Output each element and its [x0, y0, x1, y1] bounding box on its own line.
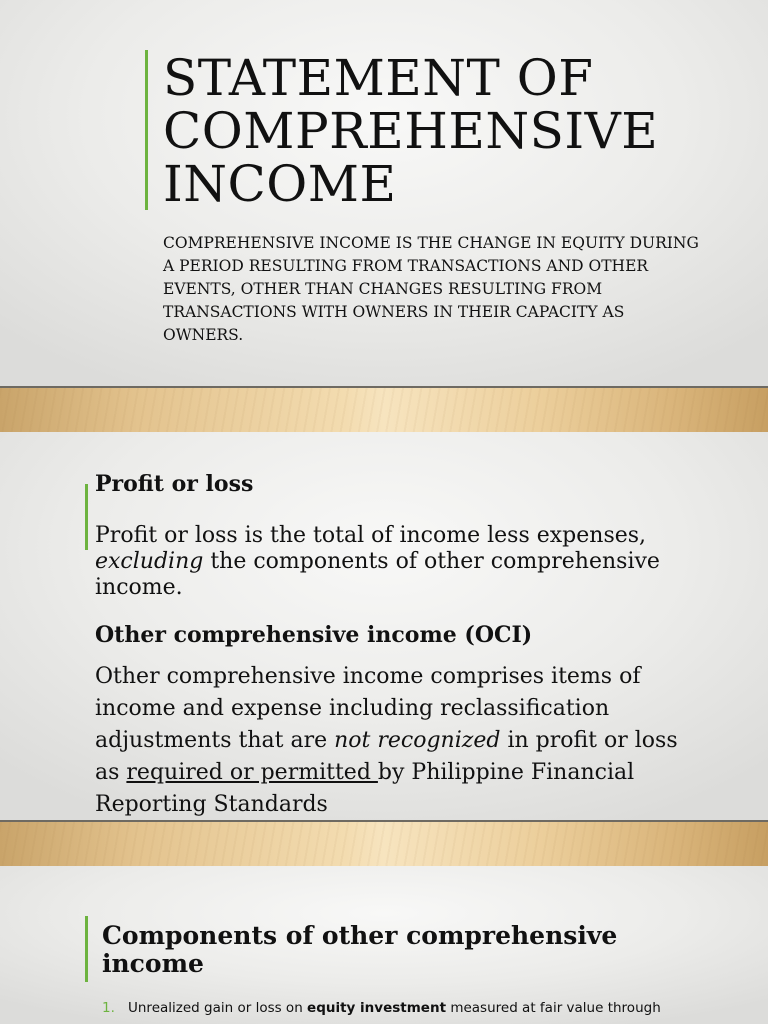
- heading-profit-or-loss: Profit or loss: [95, 471, 254, 497]
- list-item: 1. Unrealized gain or loss on equity investment measured at fair value through: [102, 1000, 661, 1016]
- title-line-1: STATEMENT OF: [163, 49, 594, 107]
- slide-subtitle: COMPREHENSIVE INCOME IS THE CHANGE IN EQUITY DURING A PERIOD RESULTING FROM TRANSACTIONS AND OTHER EVENTS, OTHER THAN CHANGES RESULTING FROM TRANSACTIONS WITH OWNERS IN THEIR CAPACITY AS OWNERS.: [163, 234, 699, 344]
- title-line-2: COMPREHENSIVE: [163, 102, 659, 160]
- slide-profit-or-loss: [0, 432, 768, 820]
- slide-title-heading: [163, 49, 723, 213]
- slide-components-oci: [0, 866, 768, 1024]
- heading-oci: Other comprehensive income (OCI): [95, 622, 533, 648]
- accent-bar: [145, 50, 148, 210]
- underlined-required-or-permitted: required or permitted: [126, 760, 378, 785]
- accent-bar: [85, 916, 88, 982]
- oci-paragraph: Other comprehensive income comprises items of income and expense including reclassification adjustments that are not recognized in profit or loss as required or permitted by Philippine Financial Reporting Standards: [95, 664, 678, 817]
- slide-title: [0, 0, 768, 386]
- emphasis-not-recognized: not recognized: [334, 728, 501, 753]
- wood-divider: [0, 820, 768, 868]
- profit-or-loss-paragraph: Profit or loss is the total of income less expenses, excluding the components of other comprehensive income.: [95, 523, 660, 600]
- accent-bar: [85, 484, 88, 550]
- title-line-3: INCOME: [163, 155, 397, 213]
- heading-components: Components of other comprehensive income: [102, 921, 618, 978]
- bold-equity-investment: equity investment: [307, 1000, 447, 1016]
- wood-divider: [0, 386, 768, 434]
- list-number: 1.: [102, 1000, 115, 1016]
- emphasis-excluding: excluding: [95, 549, 204, 574]
